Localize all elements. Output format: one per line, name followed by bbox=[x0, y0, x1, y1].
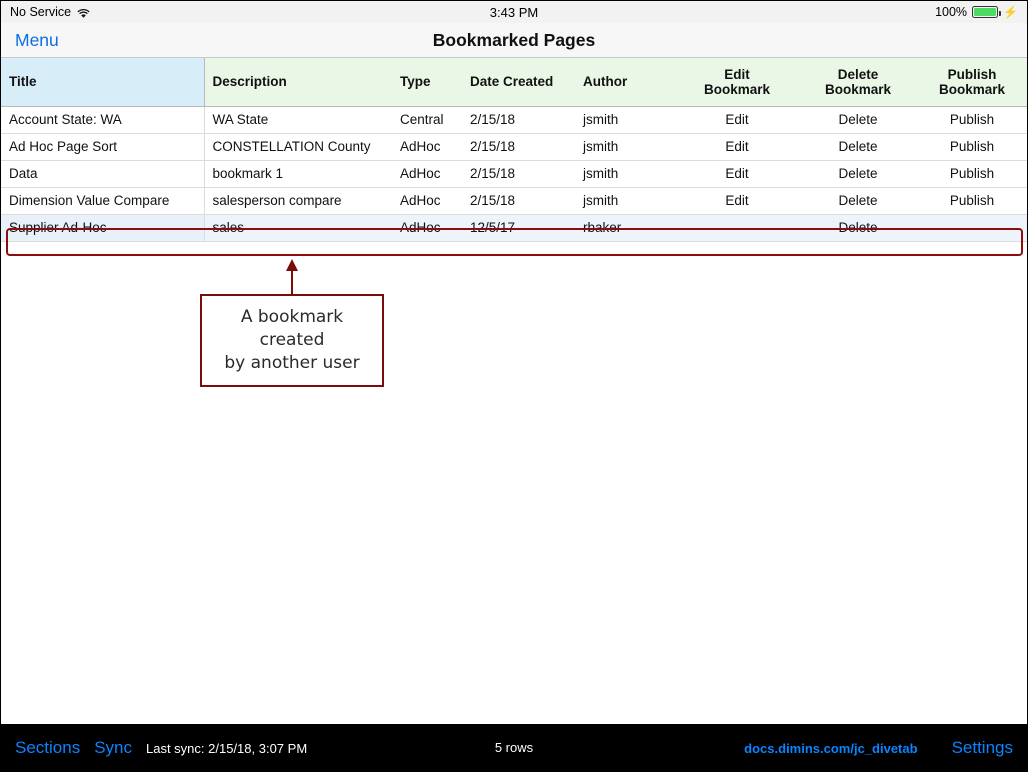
sync-button[interactable]: Sync bbox=[94, 737, 132, 757]
cell-date: 2/15/18 bbox=[462, 133, 575, 160]
bolt-icon: ⚡ bbox=[1003, 5, 1018, 19]
sections-button[interactable]: Sections bbox=[15, 737, 81, 757]
annotation-callout bbox=[200, 294, 384, 387]
cell-title[interactable]: Data bbox=[1, 160, 204, 187]
delete-bookmark-link[interactable]: Delete bbox=[799, 160, 917, 187]
cell-date: 2/15/18 bbox=[462, 160, 575, 187]
last-sync-label: Last sync: 2/15/18, 3:07 PM bbox=[146, 740, 308, 756]
cell-type: AdHoc bbox=[392, 187, 462, 214]
column-header-delete-line1: Delete bbox=[837, 66, 879, 82]
cell-author: jsmith bbox=[575, 106, 675, 133]
battery-icon bbox=[972, 6, 998, 18]
publish-bookmark-link[interactable]: Publish bbox=[917, 133, 1027, 160]
column-header-publish-line2: Bookmark bbox=[938, 81, 1006, 97]
table-row[interactable] bbox=[1, 106, 1027, 133]
clock-label: 3:43 PM bbox=[489, 4, 539, 20]
column-header-type[interactable]: Type bbox=[392, 58, 462, 106]
table-row[interactable] bbox=[1, 160, 1027, 187]
annotation-line-1: A bookmark created bbox=[240, 307, 344, 350]
table-row[interactable] bbox=[1, 187, 1027, 214]
table-row[interactable] bbox=[1, 133, 1027, 160]
edit-bookmark-link[interactable]: Edit bbox=[675, 106, 799, 133]
cell-title[interactable]: Account State: WA bbox=[1, 106, 204, 133]
row-count-label: 5 rows bbox=[494, 740, 534, 755]
delete-bookmark-link[interactable]: Delete bbox=[799, 106, 917, 133]
column-header-edit-line1: Edit bbox=[724, 66, 750, 82]
cell-type: AdHoc bbox=[392, 133, 462, 160]
cell-author: jsmith bbox=[575, 133, 675, 160]
cell-type: AdHoc bbox=[392, 214, 462, 241]
publish-bookmark-link-disabled bbox=[917, 214, 1027, 241]
cell-type: Central bbox=[392, 106, 462, 133]
edit-bookmark-link-disabled bbox=[675, 214, 799, 241]
toolbar-right bbox=[744, 738, 1013, 758]
column-header-publish-line1: Publish bbox=[947, 66, 997, 82]
cell-type: AdHoc bbox=[392, 160, 462, 187]
edit-bookmark-link[interactable]: Edit bbox=[675, 160, 799, 187]
cell-date: 12/5/17 bbox=[462, 214, 575, 241]
cell-description: WA State bbox=[204, 106, 392, 133]
cell-author: jsmith bbox=[575, 160, 675, 187]
cell-date: 2/15/18 bbox=[462, 106, 575, 133]
column-header-title[interactable]: Title bbox=[1, 58, 204, 106]
column-header-edit-line2: Bookmark bbox=[703, 81, 771, 97]
column-header-edit-bookmark bbox=[675, 58, 799, 106]
toolbar-left bbox=[15, 738, 307, 758]
column-header-author[interactable]: Author bbox=[575, 58, 675, 106]
column-header-publish-bookmark bbox=[917, 58, 1027, 106]
publish-bookmark-link[interactable]: Publish bbox=[917, 160, 1027, 187]
menu-button[interactable]: Menu bbox=[15, 29, 59, 50]
cell-author: jsmith bbox=[575, 187, 675, 214]
table-body bbox=[1, 106, 1027, 241]
column-header-delete-line2: Bookmark bbox=[824, 81, 892, 97]
publish-bookmark-link[interactable]: Publish bbox=[917, 106, 1027, 133]
battery-percent-label: 100% bbox=[935, 5, 968, 19]
edit-bookmark-link[interactable]: Edit bbox=[675, 187, 799, 214]
annotation-line-2: by another user bbox=[224, 352, 360, 373]
docs-url-link[interactable]: docs.dimins.com/jc_divetab bbox=[744, 740, 918, 756]
cell-description: sales bbox=[204, 214, 392, 241]
publish-bookmark-link[interactable]: Publish bbox=[917, 187, 1027, 214]
edit-bookmark-link[interactable]: Edit bbox=[675, 133, 799, 160]
cell-description: CONSTELLATION County bbox=[204, 133, 392, 160]
cell-date: 2/15/18 bbox=[462, 187, 575, 214]
column-header-delete-bookmark bbox=[799, 58, 917, 106]
bookmarks-table bbox=[1, 58, 1027, 242]
carrier-label: No Service bbox=[10, 5, 72, 19]
status-bar-right bbox=[935, 5, 1018, 19]
bottom-toolbar bbox=[1, 724, 1027, 771]
column-header-date-created[interactable]: Date Created bbox=[462, 58, 575, 106]
settings-button[interactable]: Settings bbox=[951, 737, 1013, 757]
table-row-highlighted[interactable] bbox=[1, 214, 1027, 241]
cell-description: bookmark 1 bbox=[204, 160, 392, 187]
delete-bookmark-link[interactable]: Delete bbox=[799, 133, 917, 160]
page-title: Bookmarked Pages bbox=[432, 29, 596, 50]
table-header bbox=[1, 58, 1027, 106]
cell-title[interactable]: Supplier Ad-Hoc bbox=[1, 214, 204, 241]
cell-description: salesperson compare bbox=[204, 187, 392, 214]
bookmarks-table-wrap bbox=[1, 58, 1027, 242]
delete-bookmark-link[interactable]: Delete bbox=[799, 187, 917, 214]
column-header-description[interactable]: Description bbox=[204, 58, 392, 106]
cell-author: rbaker bbox=[575, 214, 675, 241]
navigation-bar bbox=[1, 23, 1027, 58]
table-header-row bbox=[1, 58, 1027, 106]
delete-bookmark-link[interactable]: Delete bbox=[799, 214, 917, 241]
cell-title[interactable]: Dimension Value Compare bbox=[1, 187, 204, 214]
status-bar bbox=[1, 1, 1027, 23]
cell-title[interactable]: Ad Hoc Page Sort bbox=[1, 133, 204, 160]
